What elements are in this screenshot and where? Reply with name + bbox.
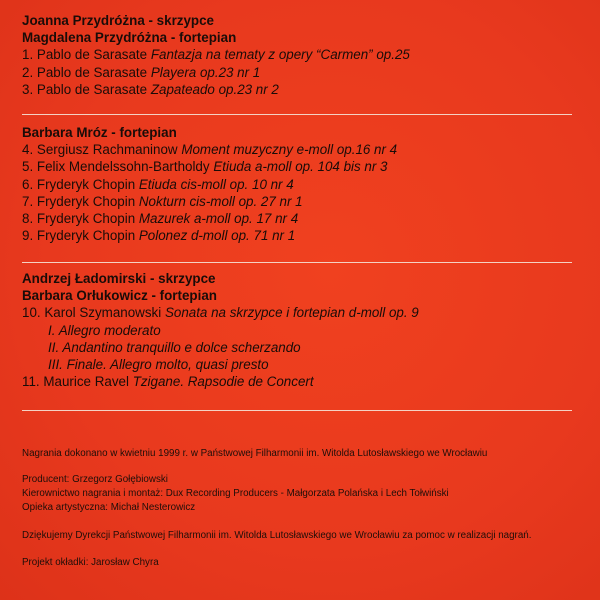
movement-title: Andantino tranquillo e dolce scherzando bbox=[62, 339, 301, 355]
performer-line: Andrzej Ładomirski - skrzypce bbox=[22, 271, 216, 286]
track-item bbox=[22, 227, 582, 244]
track-composer: Fryderyk Chopin bbox=[36, 176, 136, 192]
track-composer: Sergiusz Rachmaninow bbox=[36, 142, 178, 158]
track-title: Playera op.23 nr 1 bbox=[150, 64, 261, 80]
direction-credit: Kierownictwo nagrania i montaż: Dux Recording Producers - Małgorzata Polańska i Lech Tołwiński bbox=[22, 488, 449, 499]
track-number: 6. bbox=[22, 176, 34, 192]
track-number: 7. bbox=[22, 193, 34, 209]
track-item bbox=[22, 176, 582, 193]
track-item bbox=[22, 81, 582, 98]
performer-line: Barbara Mróz - fortepian bbox=[22, 125, 177, 140]
performer-line: Magdalena Przydróżna - fortepian bbox=[22, 30, 237, 46]
track-item bbox=[22, 64, 582, 81]
track-title: Nokturn cis-moll op. 27 nr 1 bbox=[138, 193, 303, 209]
track-number: 8. bbox=[22, 211, 34, 227]
movement-title: Allegro moderato bbox=[58, 322, 161, 338]
track-title: Etiuda cis-moll op. 10 nr 4 bbox=[138, 176, 294, 192]
track-title: Etiuda a-moll op. 104 bis nr 3 bbox=[213, 159, 388, 175]
track-composer: Fryderyk Chopin bbox=[36, 211, 136, 227]
track-number: 5. bbox=[22, 159, 34, 175]
track-number: 3. bbox=[22, 81, 34, 97]
track-title: Fantazja na tematy z opery “Carmen” op.25 bbox=[150, 47, 410, 63]
track-title: Polonez d-moll op. 71 nr 1 bbox=[138, 228, 296, 244]
track-item bbox=[22, 158, 582, 175]
track-composer: Fryderyk Chopin bbox=[36, 228, 136, 244]
track-number: 11. bbox=[22, 374, 40, 390]
track-title: Moment muzyczny e-moll op.16 nr 4 bbox=[181, 142, 398, 158]
track-title: Tzigane. Rapsodie de Concert bbox=[132, 374, 314, 390]
track-composer: Pablo de Sarasate bbox=[36, 47, 148, 63]
track-title: Sonata na skrzypce i fortepian d-moll op. 9 bbox=[164, 305, 419, 321]
section-ladomirski bbox=[22, 270, 582, 390]
track-composer: Karol Szymanowski bbox=[44, 305, 162, 321]
movement-item bbox=[22, 356, 582, 373]
movement-number: III. bbox=[48, 357, 63, 373]
track-number: 4. bbox=[22, 142, 34, 158]
section-przydrozna bbox=[22, 12, 582, 98]
movement-item bbox=[22, 322, 582, 339]
artistic-credit: Opieka artystyczna: Michał Nesterowicz bbox=[22, 502, 196, 513]
track-number: 1. bbox=[22, 47, 34, 63]
track-title: Mazurek a-moll op. 17 nr 4 bbox=[138, 211, 299, 227]
track-composer: Pablo de Sarasate bbox=[36, 64, 148, 80]
track-composer: Felix Mendelssohn-Bartholdy bbox=[36, 159, 210, 175]
track-composer: Fryderyk Chopin bbox=[36, 193, 136, 209]
producer-credit: Producent: Grzegorz Gołębiowski bbox=[22, 474, 168, 485]
thanks-note: Dziękujemy Dyrekcji Państwowej Filharmonii im. Witolda Lutosławskiego we Wrocławiu za pomoc w realizacji nagrań. bbox=[22, 530, 532, 541]
track-item bbox=[22, 141, 582, 158]
track-number: 9. bbox=[22, 228, 34, 244]
recording-info: Nagrania dokonano w kwietniu 1999 r. w Państwowej Filharmonii im. Witolda Lutosławskiego we Wrocławiu bbox=[22, 448, 488, 459]
track-item bbox=[22, 46, 582, 63]
track-composer: Maurice Ravel bbox=[43, 374, 129, 390]
movement-title: Finale. Allegro molto, quasi presto bbox=[66, 357, 269, 373]
section-mroz bbox=[22, 124, 582, 244]
track-item bbox=[22, 193, 582, 210]
track-item bbox=[22, 373, 582, 390]
track-number: 2. bbox=[22, 64, 34, 80]
movement-number: II. bbox=[48, 339, 60, 355]
track-number: 10. bbox=[22, 305, 41, 321]
section-divider bbox=[22, 410, 572, 411]
track-composer: Pablo de Sarasate bbox=[36, 81, 148, 97]
section-divider bbox=[22, 114, 572, 115]
performer-line: Joanna Przydróżna - skrzypce bbox=[22, 13, 215, 28]
performer-line: Barbara Orłukowicz - fortepian bbox=[22, 288, 217, 304]
track-item bbox=[22, 210, 582, 227]
movement-item bbox=[22, 339, 582, 356]
track-item bbox=[22, 304, 582, 321]
section-divider bbox=[22, 262, 572, 263]
track-title: Zapateado op.23 nr 2 bbox=[150, 81, 279, 97]
movement-number: I. bbox=[48, 322, 56, 338]
cover-credit: Projekt okładki: Jarosław Chyra bbox=[22, 557, 159, 568]
